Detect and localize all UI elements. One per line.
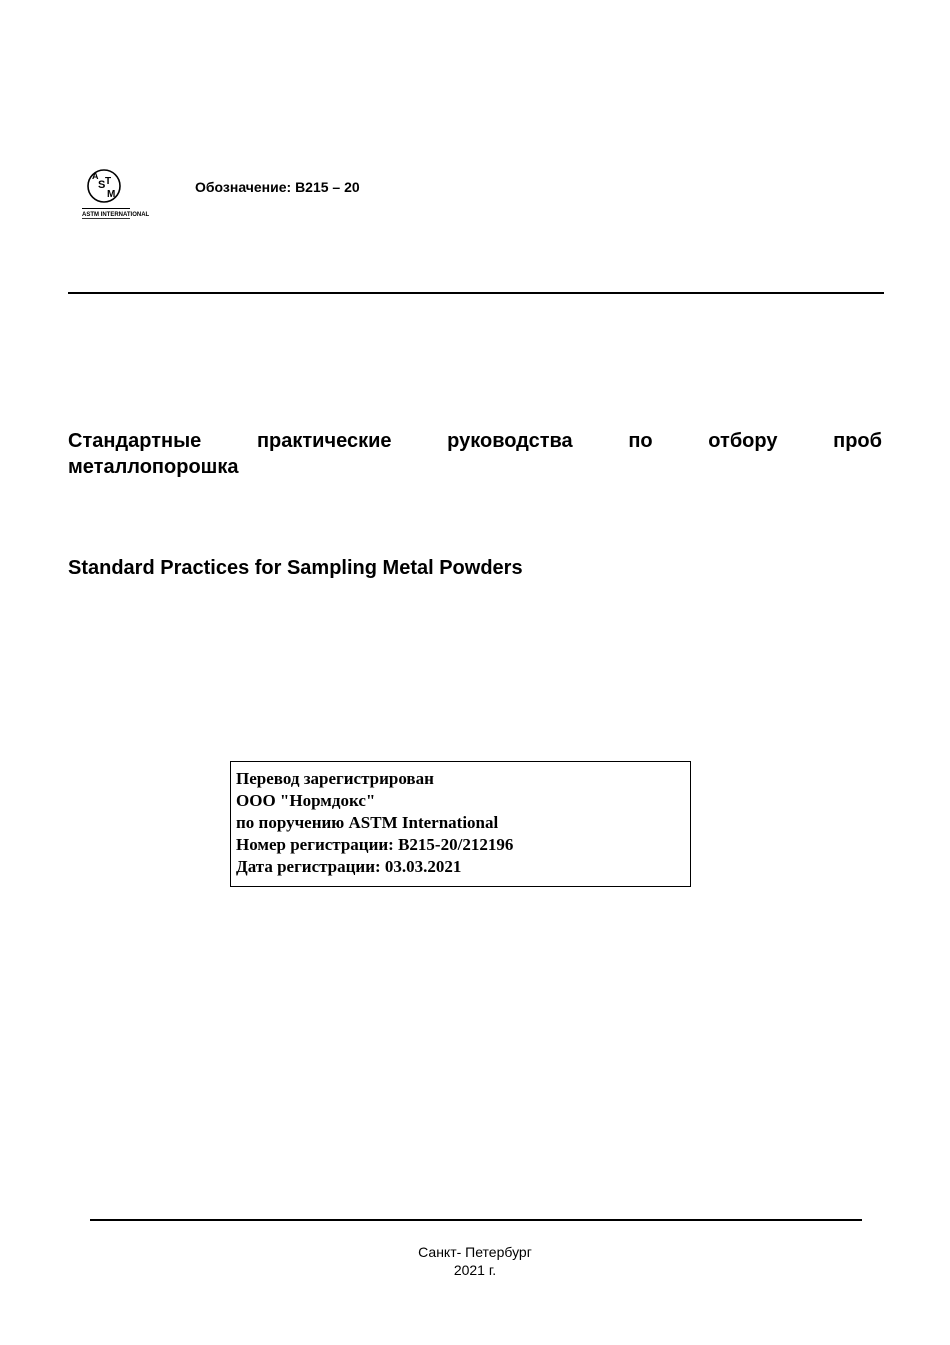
astm-logo-icon (80, 166, 150, 222)
svg-text:S: S (98, 179, 106, 191)
registration-line: ООО "Нормдокс" (236, 791, 376, 810)
logo-text: ASTM INTERNATIONAL (82, 212, 150, 218)
footer-year: 2021 г. (453, 1262, 497, 1278)
title-russian-line-2: металлопорошка (68, 456, 239, 478)
title-english: Standard Practices for Sampling Metal Powders (68, 557, 523, 579)
title-russian (68, 428, 882, 480)
footer (0, 1243, 950, 1279)
astm-logo (80, 166, 150, 222)
registration-line: по поручению ASTM International (236, 813, 499, 832)
footer-city: Санкт- Петербург (418, 1244, 532, 1260)
svg-text:A: A (92, 171, 99, 181)
registration-box (230, 761, 691, 887)
svg-text:T: T (105, 176, 112, 187)
bottom-divider (90, 1219, 862, 1221)
title-russian-line-1: Стандартные практические руководства по отбору проб (68, 430, 882, 452)
registration-line: Перевод зарегистрирован (236, 769, 434, 788)
registration-date: Дата регистрации: 03.03.2021 (236, 857, 462, 876)
svg-text:M: M (107, 189, 116, 200)
designation: Обозначение: B215 – 20 (195, 179, 360, 195)
top-divider (68, 292, 884, 294)
registration-number: Номер регистрации: B215-20/212196 (236, 835, 514, 854)
